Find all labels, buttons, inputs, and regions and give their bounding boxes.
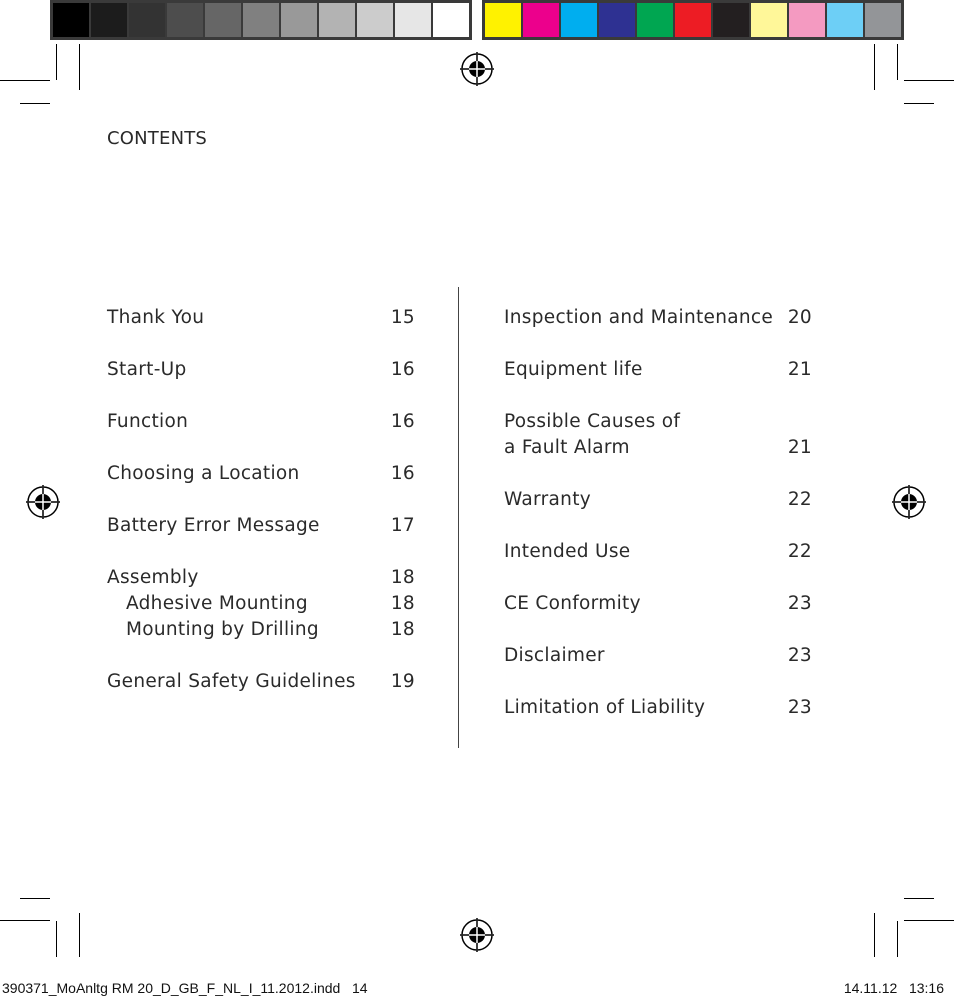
crop-mark — [20, 103, 50, 104]
toc-entry-title: a Fault Alarm — [504, 437, 630, 458]
toc-entry-page: 23 — [787, 645, 812, 666]
color-swatch — [281, 3, 317, 37]
toc-entry-page: 22 — [787, 489, 812, 510]
crop-mark — [904, 920, 954, 921]
toc-entry[interactable] — [107, 357, 415, 383]
slug-datetime: 14.11.12 13:16 — [843, 980, 944, 996]
toc-entry-page: 18 — [390, 619, 415, 640]
color-swatch — [789, 3, 825, 37]
toc-entry-page: 21 — [787, 359, 812, 380]
toc-entry-title: Warranty — [504, 489, 591, 510]
color-swatch — [637, 3, 673, 37]
toc-entry-title: Inspection and Maintenance — [504, 307, 774, 328]
color-swatch — [675, 3, 711, 37]
registration-mark-icon — [26, 485, 60, 519]
toc-entry-page: 15 — [390, 307, 415, 328]
column-divider — [458, 287, 459, 748]
color-swatch — [243, 3, 279, 37]
process-color-bar — [482, 0, 904, 40]
toc-entry-title: General Safety Guidelines — [107, 671, 356, 692]
crop-mark — [874, 913, 875, 957]
toc-entry-title: Intended Use — [504, 541, 631, 562]
toc-entry-title: Function — [107, 411, 189, 432]
toc-entry[interactable] — [504, 435, 812, 461]
toc-entry[interactable] — [107, 565, 415, 591]
color-swatch — [433, 3, 469, 37]
toc-entry[interactable] — [107, 461, 415, 487]
color-swatch — [865, 3, 901, 37]
grayscale-color-bar — [50, 0, 472, 40]
color-swatch — [357, 3, 393, 37]
color-swatch — [91, 3, 127, 37]
toc-entry-page: 23 — [787, 697, 812, 718]
toc-entry-page: 16 — [390, 359, 415, 380]
toc-entry-page: 21 — [787, 437, 812, 458]
toc-entry-title: Assembly — [107, 567, 199, 588]
color-swatch — [319, 3, 355, 37]
color-swatch — [561, 3, 597, 37]
toc-entry-title: Battery Error Message — [107, 515, 320, 536]
color-swatch — [827, 3, 863, 37]
toc-entry-title: Start-Up — [107, 359, 187, 380]
toc-entry[interactable] — [504, 591, 812, 617]
toc-subentry[interactable] — [107, 617, 415, 643]
color-swatch — [485, 3, 521, 37]
crop-mark — [897, 921, 898, 957]
toc-entry-title: Equipment life — [504, 359, 643, 380]
crop-mark — [79, 44, 80, 90]
toc-entry-title: Limitation of Liability — [504, 697, 706, 718]
crop-mark — [904, 80, 954, 81]
registration-mark-icon — [460, 918, 494, 952]
toc-entry-page: 20 — [787, 307, 812, 328]
toc-entry-page: 22 — [787, 541, 812, 562]
color-swatch — [713, 3, 749, 37]
color-swatch — [53, 3, 89, 37]
toc-entry[interactable] — [504, 487, 812, 513]
crop-mark — [904, 103, 934, 104]
toc-entry-title: Thank You — [107, 307, 205, 328]
slug-filename: 390371_MoAnltg RM 20_D_GB_F_NL_I_11.2012.indd 14 — [2, 980, 368, 996]
color-swatch — [523, 3, 559, 37]
toc-column-right — [504, 305, 812, 721]
color-swatch — [751, 3, 787, 37]
toc-entry-title: Possible Causes of — [504, 411, 681, 432]
crop-mark — [0, 80, 50, 81]
crop-mark — [56, 921, 57, 957]
toc-entry-page: 17 — [390, 515, 415, 536]
toc-entry[interactable] — [107, 409, 415, 435]
toc-entry-page — [782, 409, 812, 435]
toc-entry-page: 18 — [390, 593, 415, 614]
color-swatch — [395, 3, 431, 37]
toc-entry[interactable] — [504, 539, 812, 565]
toc-entry-title: CE Conformity — [504, 593, 641, 614]
color-swatch — [599, 3, 635, 37]
crop-mark — [897, 44, 898, 80]
toc-entry[interactable] — [504, 357, 812, 383]
color-swatch — [167, 3, 203, 37]
page-title: CONTENTS — [107, 128, 208, 149]
toc-entry-title: Mounting by Drilling — [126, 619, 319, 640]
toc-column-left — [107, 305, 415, 695]
crop-mark — [56, 44, 57, 80]
crop-mark — [79, 913, 80, 957]
toc-entry-page: 16 — [390, 411, 415, 432]
crop-mark — [20, 898, 50, 899]
toc-entry-page: 23 — [787, 593, 812, 614]
toc-entry-title: Adhesive Mounting — [126, 593, 308, 614]
toc-entry-page: 19 — [390, 671, 415, 692]
color-swatch — [205, 3, 241, 37]
toc-entry[interactable] — [504, 305, 812, 331]
toc-entry[interactable] — [504, 695, 812, 721]
toc-entry-page: 18 — [390, 567, 415, 588]
toc-entry[interactable] — [504, 409, 812, 435]
toc-entry[interactable] — [107, 669, 415, 695]
toc-entry[interactable] — [504, 643, 812, 669]
toc-entry-title: Disclaimer — [504, 645, 605, 666]
toc-entry-page: 16 — [390, 463, 415, 484]
toc-subentry[interactable] — [107, 591, 415, 617]
toc-entry[interactable] — [107, 305, 415, 331]
registration-mark-icon — [892, 485, 926, 519]
toc-entry-title: Choosing a Location — [107, 463, 300, 484]
crop-mark — [904, 898, 934, 899]
color-swatch — [129, 3, 165, 37]
registration-mark-icon — [460, 52, 494, 86]
toc-entry[interactable] — [107, 513, 415, 539]
crop-mark — [0, 920, 50, 921]
crop-mark — [874, 44, 875, 90]
